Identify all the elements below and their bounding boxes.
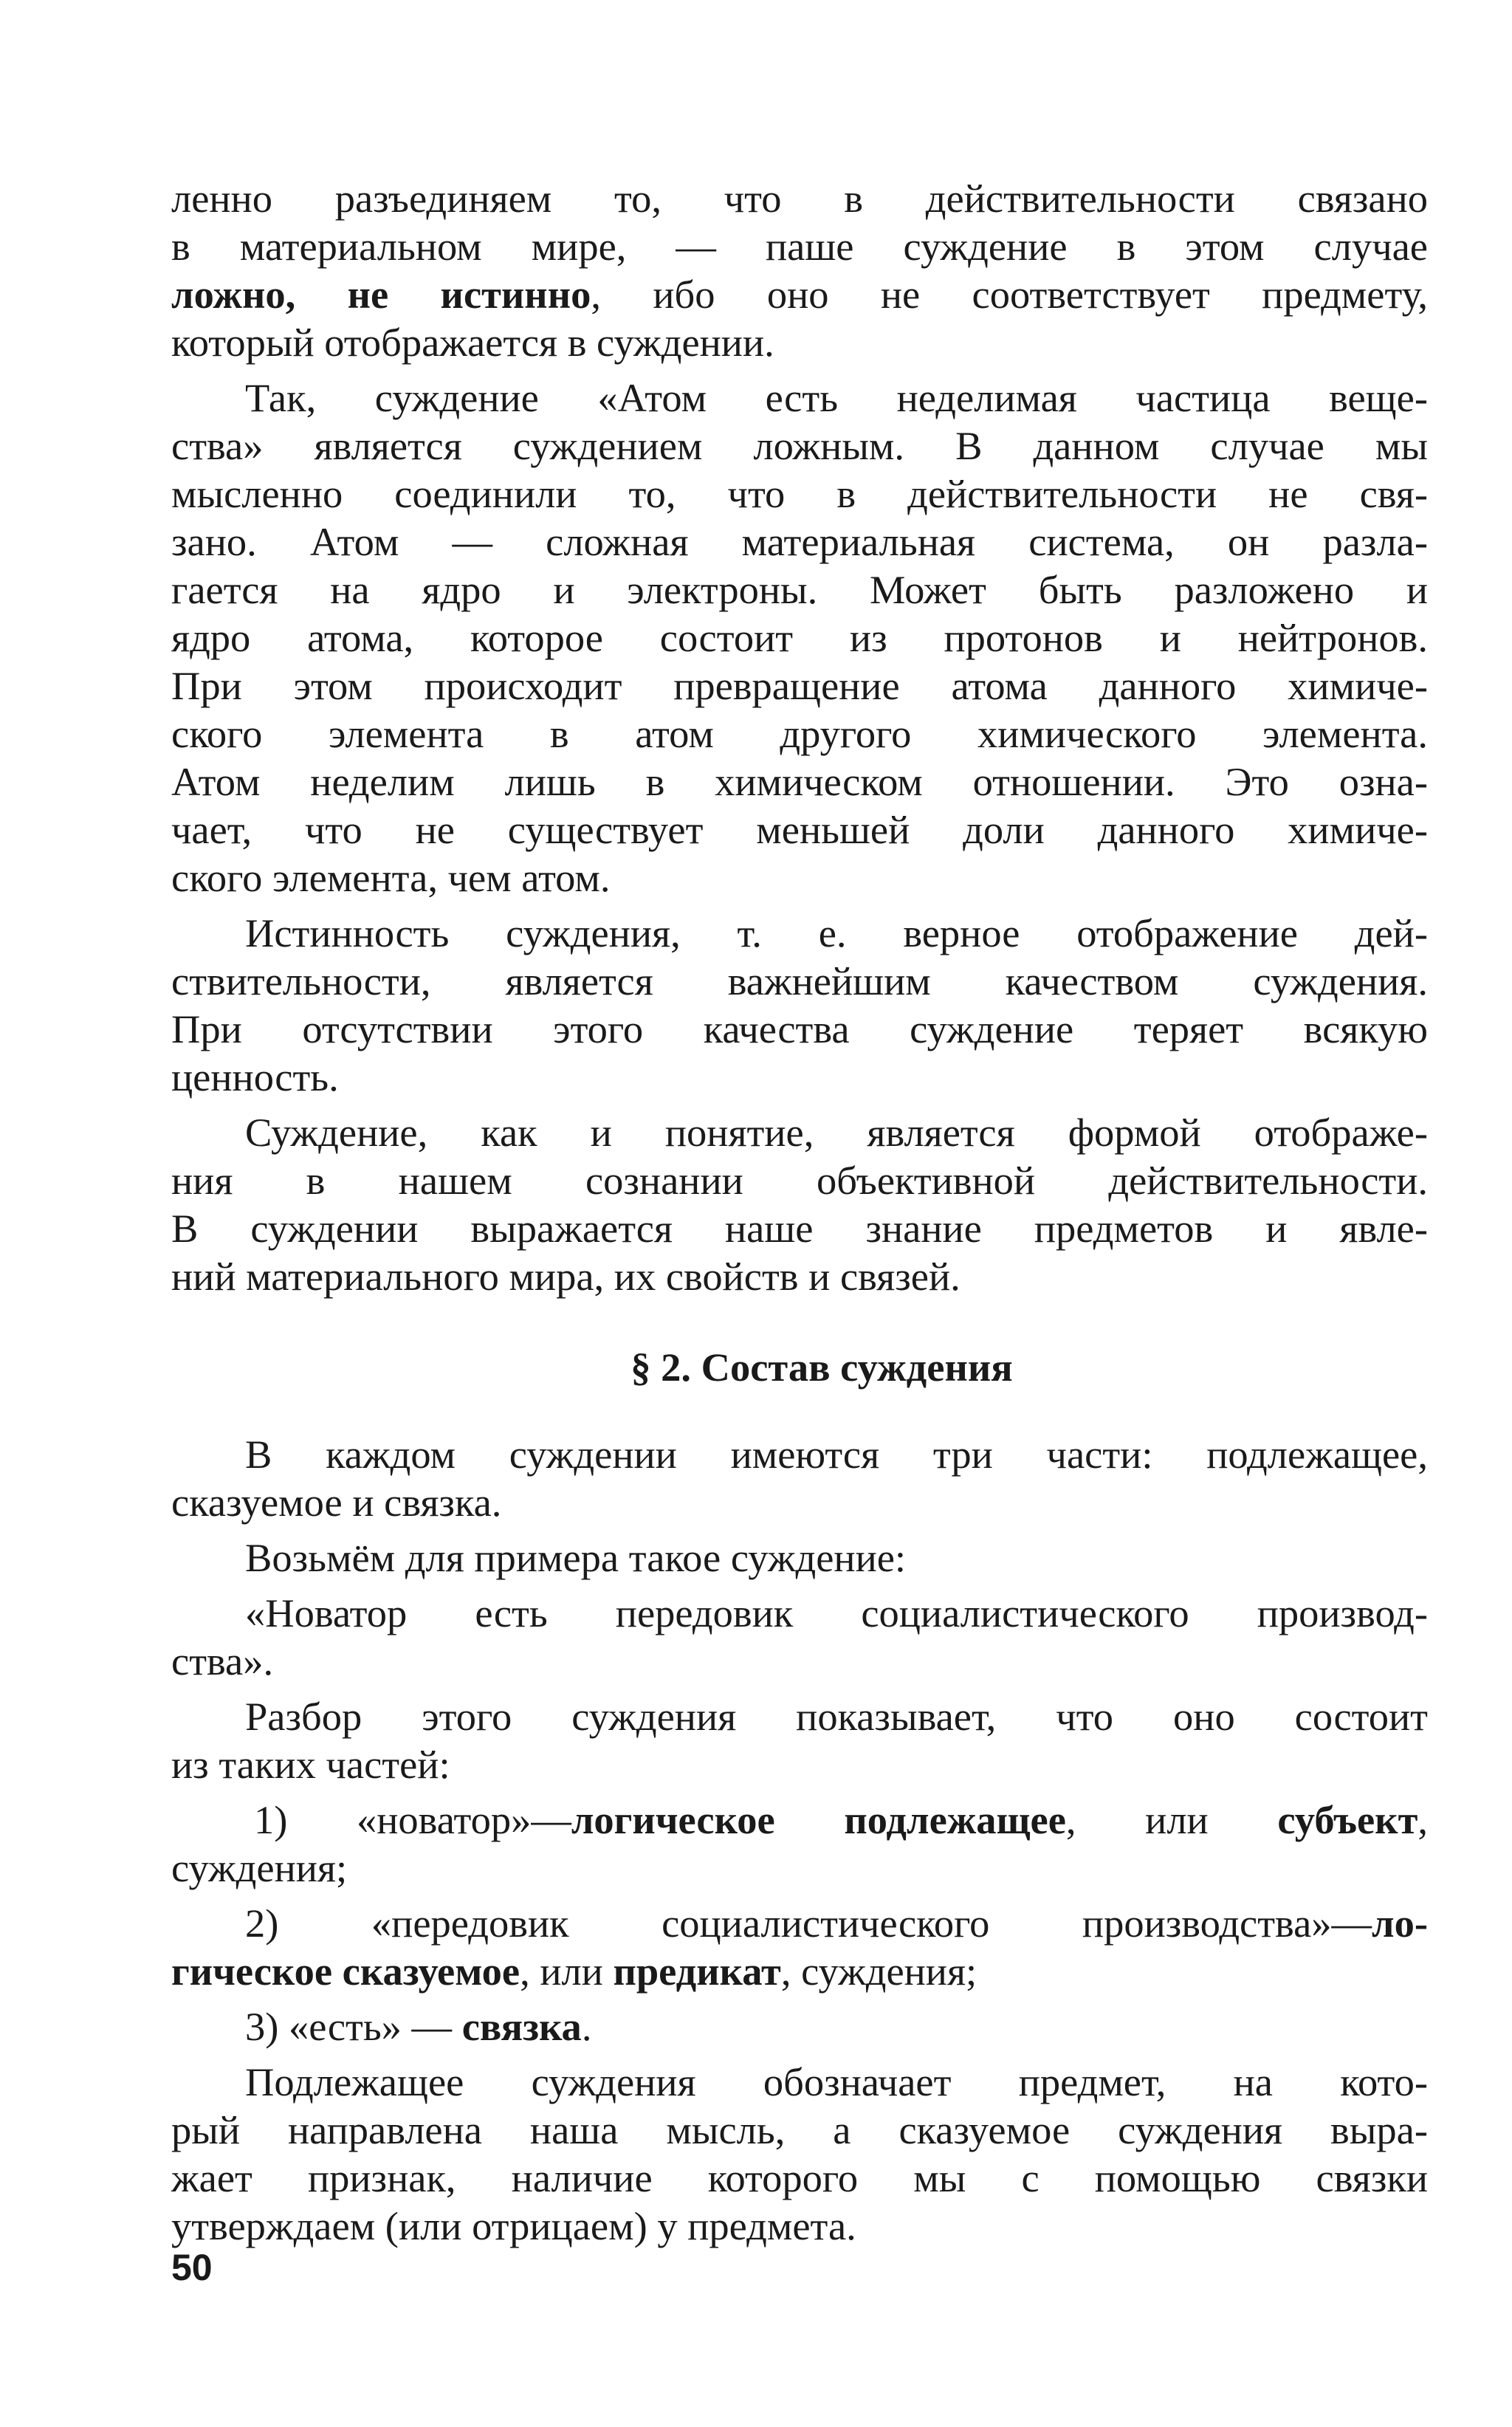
text-run: рый направлена наша мысль, а сказуемое суждения выра-	[171, 2107, 1428, 2152]
text-line	[171, 422, 1428, 470]
paragraph	[171, 2058, 1428, 2250]
bold-term: субъект	[1277, 1797, 1418, 1842]
text-line	[171, 318, 1428, 366]
text-run: 3) «есть» —	[245, 2004, 462, 2049]
text-line	[171, 1637, 1428, 1685]
text-run: , или	[520, 1949, 614, 1994]
text-line	[171, 614, 1428, 662]
text-line	[171, 710, 1428, 758]
paragraph	[171, 1534, 1428, 1582]
bold-term: ложно, не истинно	[171, 272, 591, 317]
bold-term: связка	[461, 2004, 582, 2049]
paragraph	[171, 174, 1428, 366]
text-run: который отображается в суждении.	[171, 320, 774, 365]
text-run: В каждом суждении имеются три части: подлежащее,	[245, 1432, 1428, 1477]
text-line	[171, 2202, 1428, 2250]
text-line	[171, 1947, 1428, 1995]
bold-term: предикат	[613, 1949, 781, 1994]
text-run: Суждение, как и понятие, является формой отображе-	[245, 1110, 1428, 1155]
text-run: Истинность суждения, т. е. верное отображение дей-	[245, 910, 1428, 955]
text-run: ния в нашем сознании объективной действительности.	[171, 1158, 1428, 1203]
text-run: чает, что не существует меньшей доли данного химиче-	[171, 807, 1428, 852]
text-run: При этом происходит превращение атома данного химиче-	[171, 663, 1428, 708]
text-line	[171, 1534, 1428, 1582]
text-run: Подлежащее суждения обозначает предмет, на кото-	[245, 2059, 1428, 2104]
text-run: зано. Атом — сложная материальная система, он разла-	[171, 519, 1428, 564]
text-line	[171, 1844, 1428, 1892]
text-run: ства» является суждением ложным. В данном случае мы	[171, 423, 1428, 468]
text-run: ядро атома, которое состоит из протонов и нейтронов.	[171, 615, 1428, 660]
text-run: ского элемента, чем атом.	[171, 855, 611, 900]
text-run: ний материального мира, их свойств и связей.	[171, 1254, 961, 1299]
text-line	[171, 1252, 1428, 1300]
text-line	[171, 1899, 1428, 1947]
text-run: ленно разъединяем то, что в действительности связано	[171, 176, 1428, 221]
text-run: Разбор этого суждения показывает, что оно состоит	[245, 1694, 1428, 1739]
paragraph	[171, 374, 1428, 902]
text-run: ствительности, является важнейшим качеством суждения.	[171, 958, 1428, 1003]
text-line	[171, 1430, 1428, 1478]
paragraph	[171, 1692, 1428, 1788]
text-line	[171, 470, 1428, 518]
text-line	[171, 854, 1428, 902]
text-run: 2) «передовик социалистического производства»—	[245, 1901, 1372, 1946]
text-run: ского элемента в атом другого химического элемента.	[171, 711, 1428, 756]
text-run: ,	[1418, 1797, 1428, 1842]
text-run: .	[581, 2004, 592, 2049]
bold-term: логическое подлежащее	[571, 1797, 1066, 1842]
text-line	[171, 1796, 1428, 1844]
text-line	[171, 2058, 1428, 2106]
text-line	[171, 374, 1428, 422]
bold-term: гическое сказуемое	[171, 1949, 520, 1994]
text-line	[171, 2106, 1428, 2154]
paragraph	[171, 909, 1428, 1101]
text-line	[171, 270, 1428, 318]
bold-term: ло-	[1372, 1901, 1428, 1946]
text-line	[171, 566, 1428, 614]
paragraph	[171, 2002, 1428, 2050]
paragraph	[171, 1108, 1428, 1300]
text-run: , ибо оно не соответствует предмету,	[591, 272, 1428, 317]
text-line	[171, 1156, 1428, 1204]
text-run: в материальном мире, — паше суждение в этом случае	[171, 224, 1428, 269]
text-line	[171, 2002, 1428, 2050]
text-run: 1) «новатор»—	[254, 1797, 571, 1842]
paragraph	[171, 1899, 1428, 1995]
text-line	[171, 1740, 1428, 1788]
text-line	[171, 174, 1428, 222]
text-run: суждения;	[171, 1845, 348, 1890]
section-text-after-heading	[171, 1430, 1428, 2250]
paragraph	[171, 1430, 1428, 1526]
text-run: из таких частей:	[171, 1742, 450, 1787]
text-line	[171, 222, 1428, 270]
page-number: 50	[171, 2247, 213, 2288]
text-run: ценность.	[171, 1054, 339, 1099]
text-line	[171, 806, 1428, 854]
text-line	[171, 2154, 1428, 2202]
paragraph	[171, 1796, 1428, 1892]
text-line	[171, 1005, 1428, 1053]
text-run: В суждении выражается наше знание предметов и явле-	[171, 1206, 1428, 1251]
text-run: Атом неделим лишь в химическом отношении. Это озна-	[171, 759, 1428, 804]
section-heading: § 2. Состав суждения	[630, 1345, 1013, 1390]
text-line	[171, 1478, 1428, 1526]
text-line	[171, 1589, 1428, 1637]
text-run: Так, суждение «Атом есть неделимая частица веще-	[245, 375, 1428, 420]
text-line	[171, 1692, 1428, 1740]
text-run: утверждаем (или отрицаем) у предмета.	[171, 2203, 856, 2248]
text-line	[171, 957, 1428, 1005]
text-run: жает признак, наличие которого мы с помощью связки	[171, 2155, 1428, 2200]
text-line	[171, 1053, 1428, 1101]
text-run: «Новатор есть передовик социалистического производ-	[245, 1590, 1428, 1635]
text-run: мысленно соединили то, что в действительности не свя-	[171, 471, 1428, 516]
text-run: , или	[1065, 1797, 1278, 1842]
page-body	[171, 174, 1428, 2250]
section-text-before-heading	[171, 174, 1428, 1300]
text-line	[171, 909, 1428, 957]
paragraph	[171, 1589, 1428, 1685]
text-run: При отсутствии этого качества суждение теряет всякую	[171, 1006, 1428, 1051]
text-run: сказуемое и связка.	[171, 1480, 502, 1525]
text-line	[171, 518, 1428, 566]
text-run: Возьмём для примера такое суждение:	[245, 1535, 907, 1580]
text-run: ства».	[171, 1638, 274, 1683]
text-line	[171, 1204, 1428, 1252]
text-line	[171, 662, 1428, 710]
text-run: , суждения;	[780, 1949, 977, 1994]
text-run: гается на ядро и электроны. Может быть разложено и	[171, 567, 1428, 612]
text-line	[171, 1108, 1428, 1156]
text-line	[171, 758, 1428, 806]
